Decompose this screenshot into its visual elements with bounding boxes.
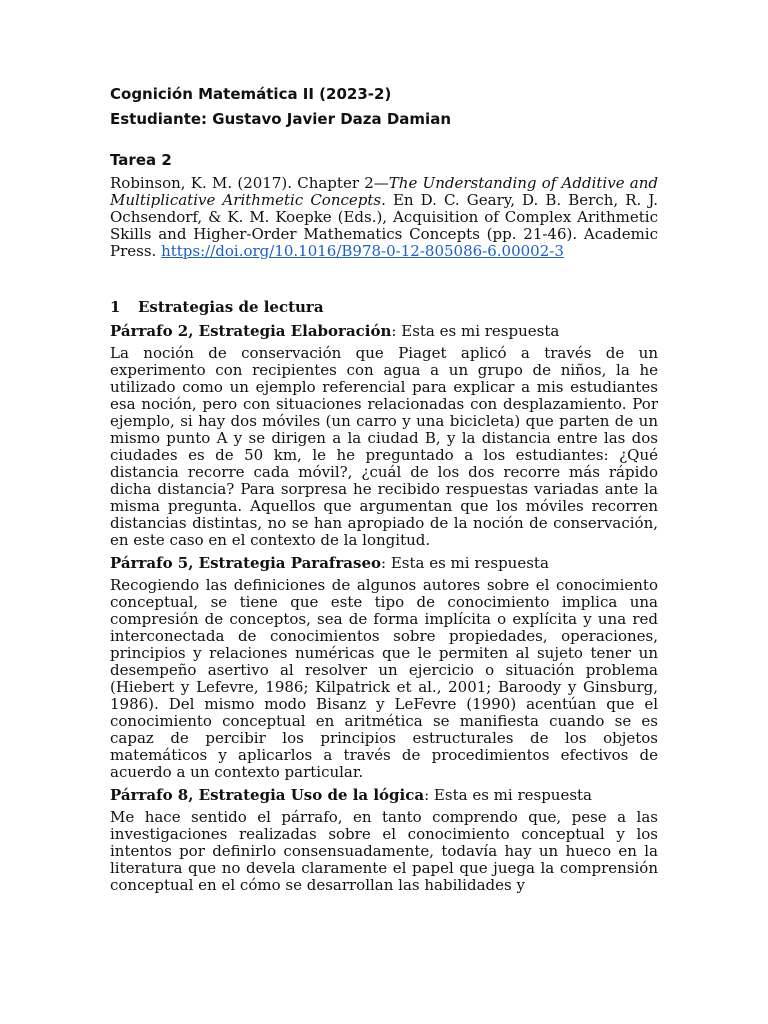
reference-authors: Robinson, K. M. (2017). Chapter 2— (110, 174, 389, 192)
section-number: 1 (110, 298, 121, 316)
reference-title: The Understanding of Additive and Multiplicative Arithmetic Concepts (110, 174, 659, 209)
paragraph-heading-label: Párrafo 2, Estrategia Elaboración (110, 322, 392, 340)
paragraph-body-2: Recogiendo las definiciones de algunos autores sobre el conocimiento conceptual, se tiene que este tipo de conocimiento implica una compresión de conceptos, sea de forma implícita o explícita y una red interconectada de conocimientos sobre propiedades, operaciones, principios y relaciones numéricas que le permiten al sujeto tener un desempeño asertivo al resolver un ejercicio o situación problema (Hiebert y Lefevre, 1986; Kilpatrick et al., 2001; Baroody y Ginsburg, 1986). Del mismo modo Bisanz y LeFevre (1990) acentúan que el conocimiento conceptual en aritmética se manifiesta cuando se es capaz de percibir los principios estructurales de los objetos matemáticos y aplicarlos a través de procedimientos efectivos de acuerdo a un contexto particular. (110, 576, 658, 781)
paragraph-heading-1 (110, 321, 658, 341)
paragraph-heading-2 (110, 553, 658, 573)
paragraph-heading-note: : Esta es mi respuesta (381, 554, 549, 572)
section-heading (110, 297, 658, 317)
paragraph-heading-label: Párrafo 5, Estrategia Parafraseo (110, 554, 381, 572)
paragraph-heading-note: : Esta es mi respuesta (391, 322, 560, 340)
paragraph-body-3: Me hace sentido el párrafo, en tanto comprendo que, pese a las investigaciones realizadas sobre el conocimiento conceptual y los intentos por definirlo consensuadamente, todavía hay un hueco en la literatura que no devela claramente el papel que juega la comprensión conceptual en el cómo se desarrollan las habilidades y (110, 808, 658, 894)
course-title: Cognición Matemática II (2023-2) (110, 85, 392, 103)
paragraph-heading-note: : Esta es mi respuesta (424, 786, 593, 804)
paragraph-body-1: La noción de conservación que Piaget aplicó a través de un experimento con recipientes con agua a un grupo de niños, la he utilizado como un ejemplo referencial para explicar a mis estudiantes esa noción, pero con situaciones relacionadas con desplazamiento. Por ejemplo, si hay dos móviles (un carro y una bicicleta) que parten de un mismo punto A y se dirigen a la ciudad B, y la distancia entre las dos ciudades es de 50 km, le he preguntado a los estudiantes: ¿Qué distancia recorre cada móvil?, ¿cuál de los dos recorre más rápido dicha distancia? Para sorpresa he recibido respuestas variadas ante la misma pregunta. Aquellos que argumentan que los móviles recorren distancias distintas, no se han apropiado de la noción de conservación, en este caso en el contexto de la longitud. (110, 344, 658, 549)
paragraph-heading-3 (110, 785, 658, 805)
task-title: Tarea 2 (110, 151, 172, 169)
student-name: Estudiante: Gustavo Javier Daza Damian (110, 110, 451, 128)
document-page (110, 84, 658, 894)
doi-link[interactable]: https://doi.org/10.1016/B978-0-12-805086-6.00002-3 (161, 242, 564, 260)
reference-citation (110, 175, 658, 260)
reference-details: . En D. C. Geary, D. B. Berch, R. J. Ochsendorf, & K. M. Koepke (Eds.), Acquisition of Complex Arithmetic Skills and Higher-Order Mathematics Concepts (pp. 21-46). Academic Press. (110, 191, 658, 260)
section-title: Estrategias de lectura (138, 298, 324, 316)
paragraph-heading-label: Párrafo 8, Estrategia Uso de la lógica (110, 786, 425, 804)
